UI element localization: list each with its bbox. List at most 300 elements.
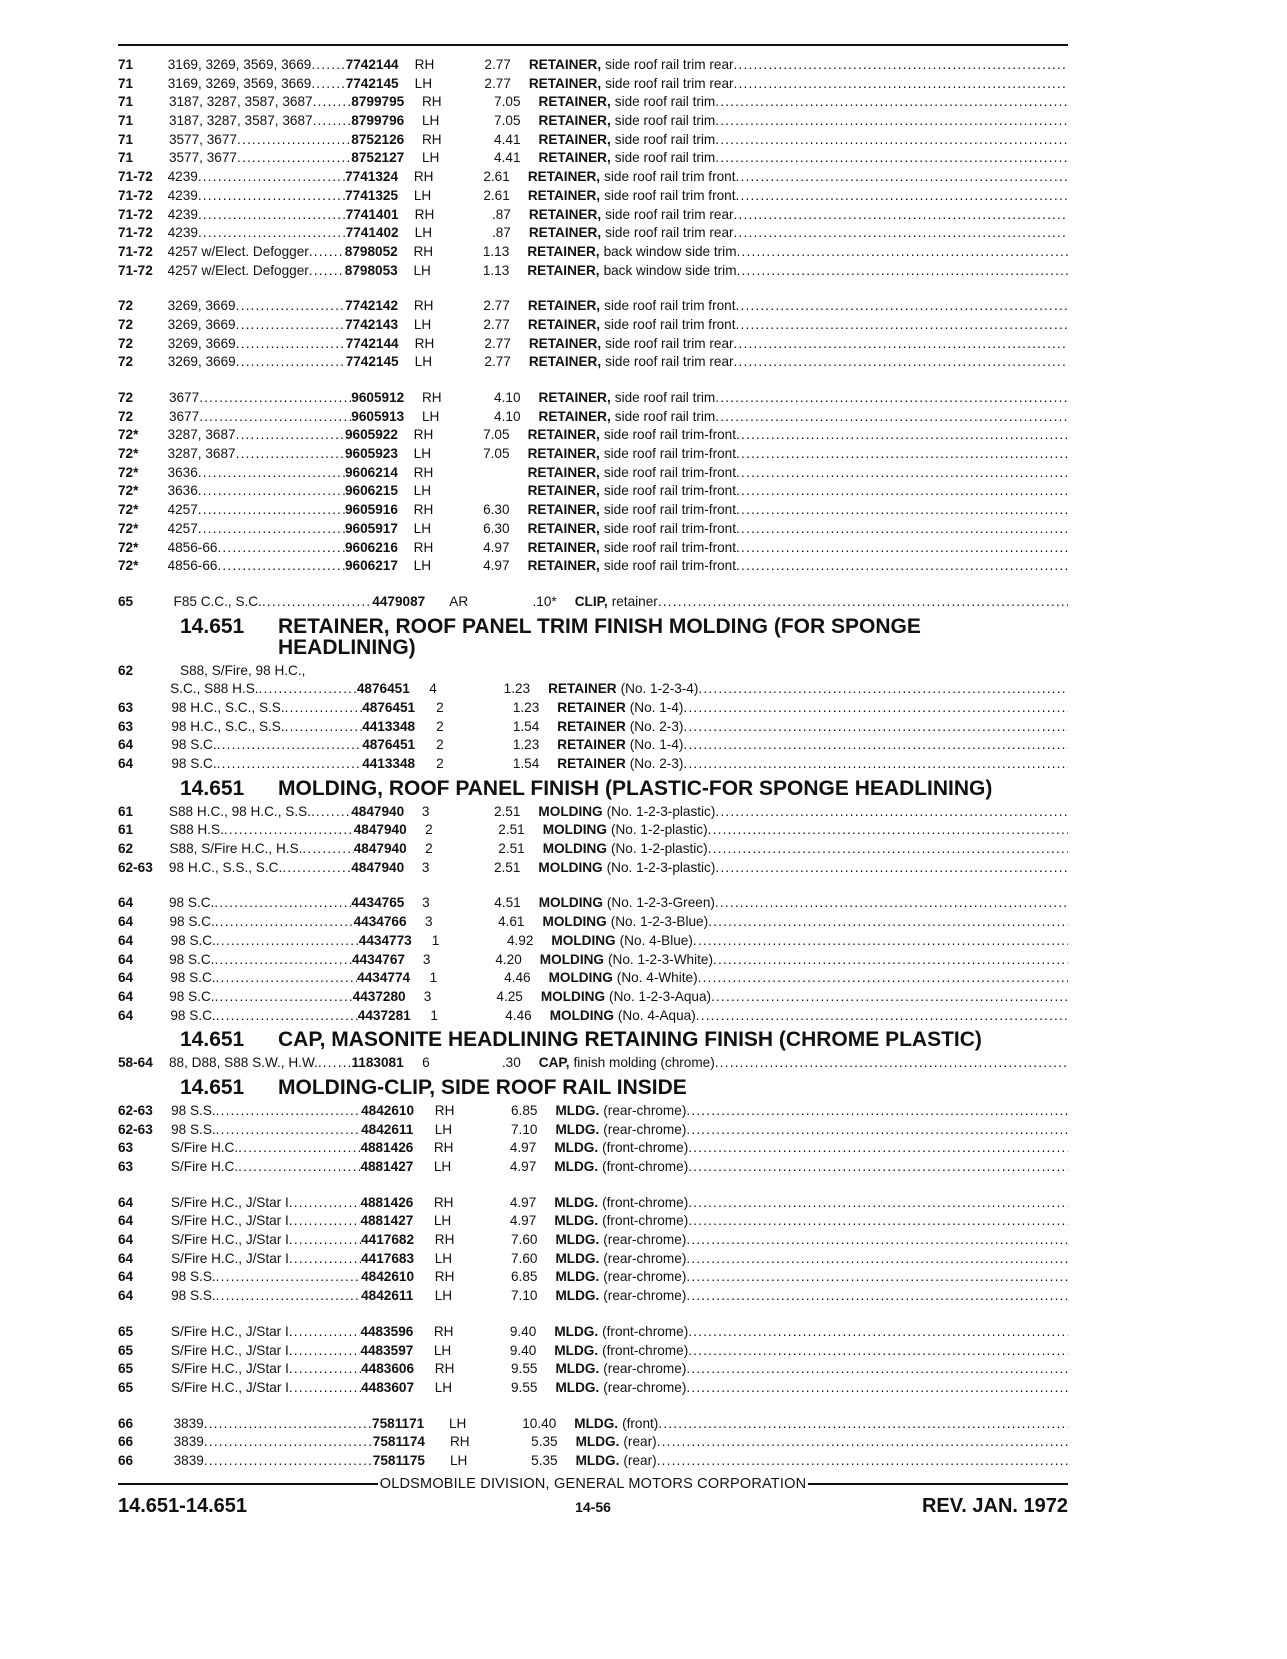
part-number-cell: 7581175 — [372, 1452, 425, 1468]
part-number-cell: 9605913 — [351, 408, 405, 424]
year-cell: 71 — [118, 57, 134, 72]
qty-cell: 2 — [425, 841, 433, 857]
part-number-cell: 9605922 — [344, 427, 398, 443]
parts-group — [118, 1415, 1068, 1471]
part-name: MLDG. — [555, 1121, 600, 1137]
part-number-cell: 4881426 — [360, 1194, 414, 1210]
description-cell — [543, 821, 1068, 840]
price-cell: 4.10 — [494, 390, 521, 405]
model-text: 3636 — [167, 483, 198, 499]
table-row — [118, 1121, 1068, 1140]
table-row — [118, 1268, 1068, 1287]
parts-group — [118, 1323, 1068, 1398]
part-number-cell: 4434773 — [358, 932, 412, 948]
part-number-cell: 8752126 — [351, 131, 405, 147]
dot-leader — [686, 1268, 1068, 1287]
model-text: 3269, 3669 — [167, 298, 236, 314]
section-heading — [180, 616, 1068, 658]
part-detail: (No. 1-2-3-4) — [620, 681, 699, 697]
dot-leader — [686, 1360, 1068, 1379]
part-name: RETAINER, — [527, 539, 600, 555]
part-detail: (No. 2-3) — [629, 718, 684, 734]
dot-leader — [683, 699, 1068, 718]
description-cell — [555, 1379, 1068, 1398]
part-detail: side roof rail trim-front — [603, 464, 737, 480]
price-cell: 2.77 — [484, 354, 511, 370]
model-cell — [168, 243, 345, 262]
description-cell — [557, 699, 1068, 718]
model-cell — [171, 1342, 361, 1361]
parts-group — [118, 803, 1068, 878]
part-name: RETAINER, — [527, 169, 601, 185]
year-cell: 62 — [118, 662, 134, 678]
part-detail: (rear-chrome) — [603, 1269, 687, 1285]
description-cell — [555, 1360, 1068, 1379]
year-cell: 64 — [118, 1232, 134, 1248]
dot-leader — [215, 988, 353, 1007]
dot-leader — [217, 557, 345, 576]
year-cell: 64 — [118, 1288, 134, 1304]
model-cell — [168, 520, 345, 539]
model-cell — [169, 1054, 351, 1073]
model-cell — [168, 316, 346, 335]
part-detail: (No. 1-2-3-Green) — [606, 895, 715, 911]
part-name: RETAINER, — [527, 483, 600, 499]
part-number-cell: 4434765 — [351, 895, 405, 911]
year-cell: 58-64 — [118, 1055, 153, 1071]
table-row — [118, 1158, 1068, 1177]
description-cell — [529, 206, 1068, 225]
part-number-cell: 4842610 — [361, 1269, 415, 1285]
dot-leader — [698, 969, 1068, 988]
table-row — [118, 662, 1068, 681]
qty-cell: LH — [413, 187, 432, 203]
model-cell — [169, 894, 351, 913]
dot-leader — [198, 187, 345, 206]
model-text: S.C., S88 H.S. — [170, 681, 259, 697]
qty-cell: RH — [421, 390, 442, 405]
part-name: RETAINER, — [538, 113, 611, 129]
part-detail: side roof rail trim rear — [605, 335, 734, 351]
table-row — [118, 316, 1068, 335]
qty-cell: LH — [413, 520, 432, 536]
price-cell: 7.60 — [511, 1250, 538, 1266]
year-cell: 64 — [118, 1250, 134, 1266]
description-cell — [541, 988, 1068, 1007]
part-detail: (front-chrome) — [602, 1194, 689, 1210]
model-cell — [170, 969, 357, 988]
model-text: 98 S.C. — [169, 988, 215, 1004]
price-cell: 7.05 — [483, 446, 510, 462]
dot-leader — [686, 1231, 1068, 1250]
price-cell: 7.60 — [511, 1232, 538, 1248]
year-cell: 71-72 — [118, 187, 153, 203]
model-text: 3269, 3669 — [167, 354, 236, 370]
dot-leader — [204, 1452, 373, 1471]
part-number-cell: 4417683 — [361, 1250, 415, 1266]
year-cell: 64 — [118, 932, 134, 948]
year-cell: 72 — [118, 408, 134, 424]
description-cell — [539, 389, 1068, 408]
price-cell: 4.97 — [509, 1159, 537, 1174]
price-cell: 2.61 — [483, 187, 510, 203]
price-cell: 4.20 — [495, 951, 522, 967]
year-cell: 62-63 — [118, 1121, 153, 1137]
dot-leader — [736, 187, 1068, 206]
description-cell — [554, 1212, 1068, 1231]
model-text: 3269, 3669 — [167, 335, 236, 351]
table-row — [118, 803, 1068, 822]
part-detail: (No. 1-2-3-White) — [607, 951, 713, 967]
table-row — [118, 520, 1068, 539]
description-cell — [554, 1323, 1068, 1342]
part-number-cell: 7741325 — [345, 187, 399, 203]
model-text: S/Fire H.C., J/Star I — [171, 1250, 289, 1266]
dot-leader — [214, 894, 351, 913]
dot-leader — [686, 1379, 1068, 1398]
parts-group — [118, 1194, 1068, 1306]
year-cell: 64 — [118, 1007, 134, 1023]
description-cell — [548, 680, 1068, 699]
dot-leader — [734, 75, 1068, 94]
table-row — [118, 187, 1068, 206]
qty-cell: 2 — [436, 718, 444, 734]
dot-leader — [736, 316, 1068, 335]
part-number-cell: 7742144 — [345, 335, 399, 351]
year-cell: 71-72 — [118, 225, 153, 241]
qty-cell: 1 — [431, 932, 440, 948]
dot-leader — [736, 539, 1068, 558]
model-text: S/Fire H.C., J/Star I — [170, 1342, 289, 1358]
part-detail: (No. 1-2-3-Blue) — [610, 914, 709, 930]
model-text: S88, S/Fire H.C., H.S. — [169, 841, 303, 857]
table-row — [118, 408, 1068, 427]
part-detail: side roof rail trim-front — [603, 539, 737, 555]
footer-rule-left — [118, 1483, 378, 1485]
section-number: 14.651 — [180, 614, 245, 638]
description-cell — [549, 969, 1068, 988]
part-detail: (rear-chrome) — [603, 1361, 687, 1377]
dot-leader — [217, 755, 363, 774]
part-detail: (rear-chrome) — [603, 1379, 687, 1395]
dot-leader — [262, 593, 372, 612]
part-detail: (No. 1-2-plastic) — [610, 822, 708, 838]
price-cell: 4.51 — [494, 895, 521, 911]
qty-cell — [488, 662, 538, 681]
dot-leader — [199, 408, 351, 427]
price-cell: 2.51 — [493, 803, 521, 819]
description-cell — [529, 56, 1068, 75]
part-name: MLDG. — [554, 1140, 599, 1156]
table-row — [118, 1194, 1068, 1213]
qty-cell: LH — [413, 483, 432, 499]
description-cell — [554, 1194, 1068, 1213]
model-cell — [174, 1452, 373, 1471]
dot-leader — [708, 913, 1068, 932]
part-name: CLIP, — [574, 593, 608, 609]
year-cell: 72* — [118, 502, 139, 518]
part-number-cell: 8799796 — [351, 113, 405, 129]
dot-leader — [216, 1268, 361, 1287]
table-row — [118, 224, 1068, 243]
price-cell: 4.92 — [506, 932, 534, 948]
part-name: MOLDING — [538, 859, 603, 875]
price-cell: 6.85 — [511, 1269, 538, 1285]
qty-cell: RH — [434, 1232, 455, 1248]
description-cell — [539, 149, 1068, 168]
year-cell: 72* — [118, 520, 139, 536]
section-heading — [180, 1029, 1068, 1050]
dot-leader — [309, 262, 345, 281]
part-name: MLDG. — [555, 1379, 600, 1395]
table-row — [118, 859, 1068, 878]
part-name: MOLDING — [542, 822, 607, 838]
dot-leader — [289, 1194, 361, 1213]
dot-leader — [734, 335, 1068, 354]
dot-leader — [736, 520, 1068, 539]
description-cell — [528, 426, 1068, 445]
price-cell: 4.97 — [483, 539, 510, 555]
qty-cell: RH — [434, 1102, 455, 1118]
year-cell: 63 — [118, 1140, 134, 1156]
part-detail: (No. 1-2-plastic) — [610, 841, 708, 857]
part-detail: side roof rail trim — [614, 408, 716, 424]
table-row — [118, 1054, 1068, 1073]
model-text: S/Fire H.C., J/Star I — [171, 1232, 289, 1248]
description-cell — [543, 840, 1068, 859]
dot-leader — [657, 1452, 1068, 1471]
table-row — [118, 736, 1068, 755]
model-text: 98 H.C., S.S., S.C. — [168, 859, 283, 875]
part-number-cell: 4847940 — [351, 803, 405, 819]
part-name: RETAINER, — [528, 335, 602, 351]
description-cell — [576, 1433, 1068, 1452]
year-cell: 65 — [118, 1342, 134, 1358]
section-heading — [180, 778, 1068, 799]
part-number-cell: 4413348 — [362, 718, 416, 734]
dot-leader — [215, 913, 354, 932]
dot-leader — [309, 243, 345, 262]
dot-leader — [198, 482, 345, 501]
dot-leader — [236, 335, 346, 354]
year-cell: 61 — [118, 803, 134, 819]
price-cell: 9.55 — [511, 1361, 538, 1377]
price-cell: 4.41 — [494, 131, 521, 147]
qty-cell: RH — [421, 94, 442, 110]
table-row — [118, 1007, 1068, 1026]
dot-leader — [236, 297, 345, 316]
description-cell — [539, 131, 1068, 150]
section-number: 14.651 — [180, 776, 245, 800]
price-cell: .30 — [501, 1055, 521, 1071]
model-cell — [168, 557, 345, 576]
dot-leader — [204, 1433, 373, 1452]
price-cell: .10* — [532, 593, 557, 609]
dot-leader — [311, 803, 351, 822]
dot-leader — [236, 353, 346, 372]
qty-cell: 2 — [436, 756, 444, 771]
parts-group — [118, 894, 1068, 1025]
table-row — [118, 1433, 1068, 1452]
model-cell — [171, 1250, 361, 1269]
part-name: MLDG. — [555, 1361, 600, 1377]
part-name: RETAINER, — [528, 206, 602, 222]
part-detail: (front) — [622, 1415, 659, 1431]
part-number-cell: 8799795 — [351, 94, 405, 110]
part-detail: side roof rail trim rear — [605, 75, 734, 91]
price-cell: 6.85 — [511, 1102, 538, 1118]
parts-group — [118, 1102, 1068, 1177]
model-text: 3839 — [173, 1415, 204, 1431]
model-cell — [174, 1433, 373, 1452]
dot-leader — [237, 149, 351, 168]
table-row — [118, 913, 1068, 932]
model-cell — [171, 1360, 361, 1379]
part-detail: back window side trim — [603, 262, 737, 278]
part-number-cell: 4876451 — [356, 681, 410, 697]
qty-cell: 3 — [422, 951, 431, 967]
part-detail: (front-chrome) — [602, 1342, 689, 1358]
part-name: MOLDING — [549, 1007, 614, 1023]
price-cell: 9.40 — [509, 1342, 537, 1358]
part-number-cell: 8798053 — [344, 262, 398, 278]
model-text: 3269, 3669 — [167, 316, 236, 332]
part-detail: side roof rail trim-front — [603, 520, 737, 536]
part-name: MLDG. — [554, 1323, 599, 1339]
model-text: 3187, 3287, 3587, 3687 — [168, 94, 313, 110]
price-cell: 2.51 — [498, 822, 525, 838]
table-row — [118, 951, 1068, 970]
year-cell: 72* — [118, 464, 139, 480]
model-cell — [180, 662, 402, 681]
description-cell — [528, 520, 1068, 539]
dot-leader — [217, 736, 363, 755]
dot-leader — [236, 316, 345, 335]
table-row — [118, 482, 1068, 501]
part-detail: (rear-chrome) — [603, 1102, 687, 1118]
year-cell: 65 — [118, 1361, 134, 1377]
dot-leader — [715, 803, 1068, 822]
model-text: 4239 — [167, 225, 198, 241]
description-cell — [529, 353, 1068, 372]
part-name: RETAINER, — [538, 94, 611, 110]
qty-cell: LH — [433, 1159, 452, 1174]
price-cell: 9.55 — [511, 1379, 538, 1395]
description-cell — [529, 224, 1068, 243]
dot-leader — [734, 206, 1068, 225]
dot-leader — [715, 408, 1068, 427]
price-cell: 4.25 — [496, 988, 523, 1004]
model-cell — [169, 951, 352, 970]
price-cell: 1.23 — [512, 737, 540, 753]
year-cell: 64 — [118, 951, 134, 967]
dot-leader — [289, 1231, 361, 1250]
table-row — [118, 593, 1068, 612]
model-cell — [170, 680, 357, 699]
model-text: F85 C.C., S.C. — [173, 593, 262, 609]
part-name: MOLDING — [551, 932, 616, 948]
part-number-cell: 8798052 — [344, 243, 398, 259]
model-text: 98 S.C. — [168, 895, 215, 911]
model-cell — [169, 149, 351, 168]
qty-cell: 3 — [422, 895, 430, 911]
model-text: 98 S.S. — [171, 1121, 216, 1137]
dot-leader — [311, 75, 345, 94]
dot-leader — [736, 445, 1068, 464]
qty-cell: RH — [413, 464, 434, 480]
qty-cell: LH — [414, 75, 433, 91]
description-cell — [555, 1121, 1068, 1140]
qty-cell: LH — [414, 225, 433, 241]
part-number-cell: 7742142 — [345, 298, 399, 314]
part-name: MLDG. — [555, 1288, 600, 1304]
description-cell — [557, 736, 1068, 755]
part-detail: side roof rail trim rear — [605, 206, 734, 222]
part-name: RETAINER — [557, 718, 626, 734]
dot-leader — [688, 1139, 1068, 1158]
part-detail: retainer — [611, 593, 658, 609]
dot-leader — [214, 951, 352, 970]
model-text: S88 H.S. — [169, 822, 224, 838]
model-text: 98 S.C. — [169, 914, 215, 930]
dot-leader — [198, 224, 346, 243]
model-cell — [171, 1379, 361, 1398]
model-cell — [169, 988, 352, 1007]
price-cell: 7.05 — [494, 113, 521, 129]
year-cell: 62-63 — [118, 859, 153, 875]
model-text: 3577, 3677 — [168, 150, 237, 166]
dot-leader — [708, 821, 1068, 840]
dot-leader — [216, 1007, 358, 1026]
part-detail: side roof rail trim-front — [603, 483, 737, 499]
model-cell — [171, 736, 362, 755]
dot-leader — [686, 1121, 1068, 1140]
model-text: 3839 — [173, 1452, 204, 1468]
price-cell: 4.97 — [483, 558, 510, 574]
description-cell — [555, 1250, 1068, 1269]
price-cell: 1.13 — [482, 243, 510, 259]
description-cell — [575, 593, 1068, 612]
part-number-cell: 7581171 — [372, 1415, 425, 1431]
price-cell: .87 — [491, 225, 511, 241]
parts-group — [118, 389, 1068, 576]
price-cell: 1.54 — [512, 718, 540, 734]
description-cell — [528, 539, 1068, 558]
dot-leader — [289, 1360, 361, 1379]
model-cell — [171, 1323, 361, 1342]
part-name: MOLDING — [540, 988, 606, 1004]
qty-cell: 3 — [421, 803, 430, 819]
description-cell — [554, 1158, 1068, 1177]
model-text: 98 S.C. — [170, 1007, 216, 1023]
year-cell: 71 — [118, 94, 134, 110]
table-row — [118, 426, 1068, 445]
model-cell — [171, 1231, 361, 1250]
model-cell — [169, 131, 351, 150]
qty-cell: 2 — [436, 737, 444, 753]
year-cell — [118, 680, 170, 699]
model-text: 4257 w/Elect. Defogger — [167, 262, 309, 278]
qty-cell: LH — [434, 1288, 453, 1304]
model-cell — [171, 1212, 361, 1231]
part-number-cell: 4417682 — [361, 1232, 415, 1248]
model-cell — [168, 262, 345, 281]
model-text: 4239 — [167, 169, 198, 185]
page-footer — [118, 1476, 1068, 1521]
part-name: MLDG. — [555, 1269, 600, 1285]
table-row — [118, 1379, 1068, 1398]
model-cell — [168, 482, 345, 501]
